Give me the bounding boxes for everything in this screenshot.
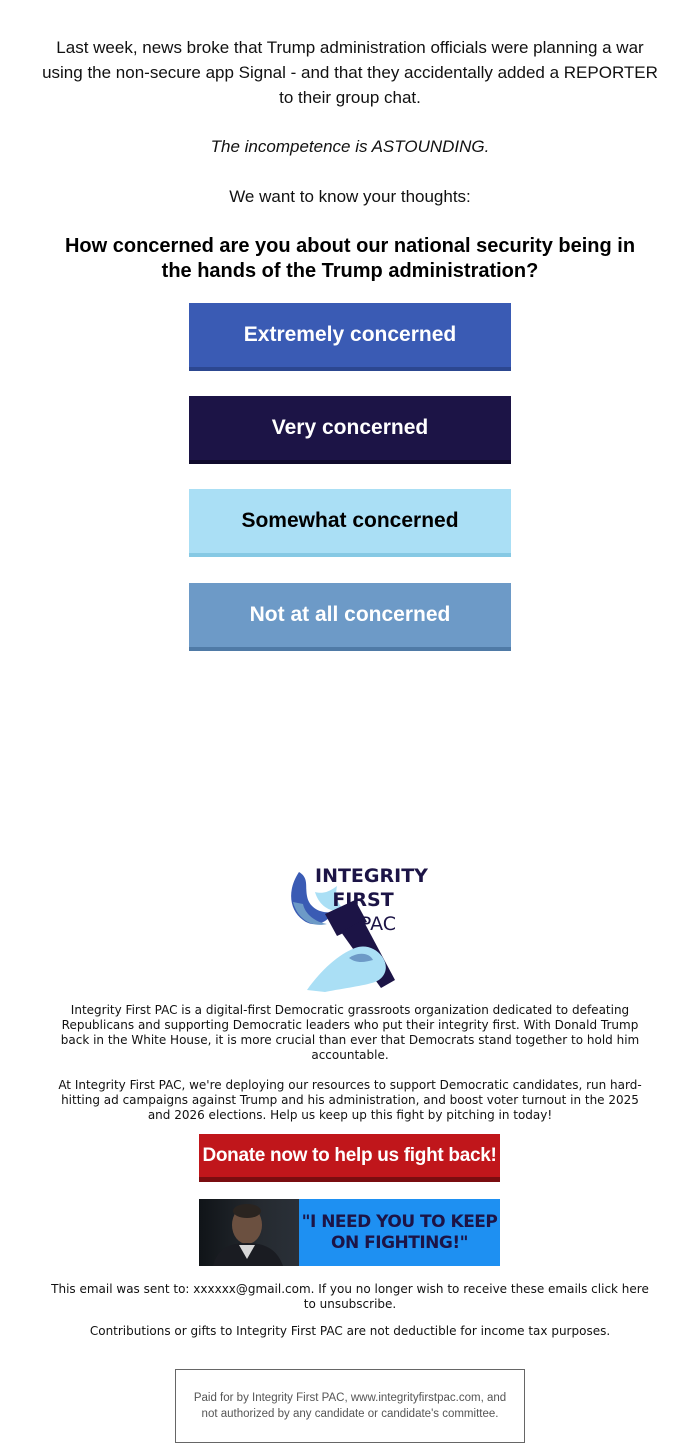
paid-for-by-text: Paid for by Integrity First PAC, www.integrityfirstpac.com, and not authorized by any candidate or candidate's committee. (193, 1392, 507, 1420)
person-silhouette-icon (199, 1199, 299, 1266)
poll-option-not-at-all-concerned[interactable]: Not at all concerned (189, 583, 511, 651)
logo-line-2: FIRST (332, 889, 394, 911)
intro-paragraph-1: Last week, news broke that Trump administration officials were planning a war using the non-secure app Signal - and that they accidentally added a REPORTER to their group chat. (42, 38, 658, 107)
poll-option-extremely-concerned[interactable]: Extremely concerned (189, 303, 511, 371)
intro-paragraph-3: We want to know your thoughts: (229, 187, 471, 206)
contributions-notice: Contributions or gifts to Integrity First PAC are not deductible for income tax purposes. (89, 1324, 611, 1338)
poll-option-very-concerned[interactable]: Very concerned (189, 396, 511, 464)
speaker-photo (199, 1199, 299, 1266)
poll-option-somewhat-concerned[interactable]: Somewhat concerned (189, 489, 511, 557)
integrity-first-pac-logo (285, 862, 428, 994)
donate-button[interactable]: Donate now to help us fight back! (199, 1134, 500, 1182)
keep-fighting-banner[interactable] (199, 1199, 500, 1266)
about-paragraph-1: Integrity First PAC is a digital-first Democratic grassroots organization dedicated to defeating Republicans and supporting Democratic leaders who put their integrity first. With Donald Trump back in the White House, it is more crucial than ever that Democrats stand together to hold him accountable. (60, 1003, 640, 1062)
intro-paragraph-2: The incompetence is ASTOUNDING. (210, 137, 490, 156)
about-paragraph-2: At Integrity First PAC, we're deploying our resources to support Democratic candidates, run hard-hitting ad campaigns against Trump and his administration, and boost voter turnout in the 2025 and 2026 elections. Help us keep up this fight by pitching in today! (58, 1078, 642, 1122)
logo-line-3: PAC (359, 913, 397, 935)
sent-to-notice: This email was sent to: xxxxxx@gmail.com. If you no longer wish to receive these emails click here to unsubscribe. (51, 1282, 649, 1311)
paid-for-by-disclaimer (175, 1369, 525, 1443)
poll-question: How concerned are you about our national security being in the hands of the Trump administration? (64, 235, 636, 282)
logo-line-1: INTEGRITY (315, 865, 428, 887)
banner-quote: "I NEED YOU TO KEEP ON FIGHTING!" (301, 1211, 498, 1253)
